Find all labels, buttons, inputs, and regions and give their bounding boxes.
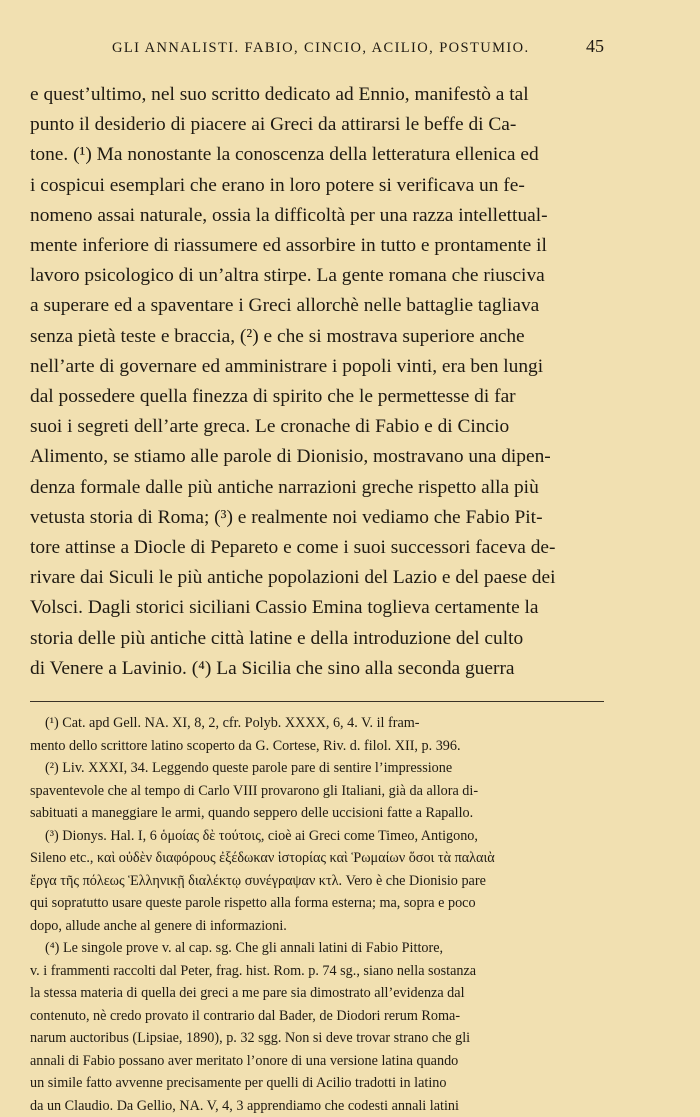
main-text (30, 80, 604, 684)
text-line: dal possedere quella finezza di spirito che le permettesse di far (30, 386, 516, 408)
footnote-text: Cat. apd Gell. NA. XI, 8, 2, cfr. Polyb. XXXX, 6, 4. V. il fram- (62, 715, 420, 732)
footnote-2 (30, 757, 604, 825)
footnote-line: Sileno etc., καὶ οὐδὲν διαφόρους ἐξέδωκαν ἱστορίας καὶ Ῥωμαίων ὅσοι τὰ παλαιὰ (30, 850, 495, 867)
footnotes (30, 712, 604, 1117)
text-line: punto il desiderio di piacere ai Greci da attirarsi le beffe di Ca- (30, 114, 517, 136)
footnote-line (30, 757, 604, 780)
footnote-line: dopo, allude anche al genere di informazioni. (30, 917, 287, 934)
footnote-line: annali di Fabio possano aver meritato l’onore di una versione latina quando (30, 1052, 459, 1069)
footnote-line: mento dello scrittore latino scoperto da G. Cortese, Riv. d. filol. XII, p. 396. (30, 737, 461, 754)
footnote-line: qui sopratutto usare queste parole rispetto alla forma esterna; ma, sopra e poco (30, 895, 476, 912)
footnote-line: v. i frammenti raccolti dal Peter, frag. hist. Rom. p. 74 sg., siano nella sostanza (30, 962, 477, 979)
text-line: storia delle più antiche città latine e della introduzione del culto (30, 627, 524, 649)
footnote-line: un simile fatto avvenne precisamente per quelli di Acilio tradotti in latino (30, 1075, 447, 1092)
text-line: senza pietà teste e braccia, (²) e che si mostrava superiore anche (30, 325, 525, 347)
running-header (112, 36, 604, 62)
text-line: nell’arte di governare ed amministrare i popoli vinti, era ben lungi (30, 355, 544, 377)
footnote-line: la stessa materia di quella dei greci a me pare sia dimostrato all’evidenza dal (30, 985, 465, 1002)
footnote-line: sabituati a maneggiare le armi, quando seppero delle uccisioni fatte a Rapallo. (30, 805, 474, 822)
text-line: Volsci. Dagli storici siciliani Cassio Emina toglieva certamente la (30, 597, 539, 619)
footnote-4 (30, 937, 604, 1117)
footnote-line: ἔργα τῆς πόλεως Ἑλληνικῇ διαλέκτῳ συνέγραψαν κτλ. Vero è che Dionisio pare (30, 872, 486, 889)
footnote-line: contenuto, nè credo provato il contrario dal Bader, de Diodori rerum Roma- (30, 1007, 461, 1024)
text-line: nomeno assai naturale, ossia la difficoltà per una razza intellettual- (30, 204, 548, 226)
page-number: 45 (586, 36, 604, 56)
footnote-1 (30, 712, 604, 757)
footnote-line: da un Claudio. Da Gellio, NA. V, 4, 3 apprendiamo che codesti annali latini (30, 1097, 459, 1114)
text-line: lavoro psicologico di un’altra stirpe. La gente romana che riusciva (30, 265, 545, 287)
text-line: vetusta storia di Roma; (³) e realmente noi vediamo che Fabio Pit- (30, 506, 543, 528)
text-line: e quest’ultimo, nel suo scritto dedicato ad Ennio, manifestò a tal (30, 84, 529, 105)
footnote-line (30, 712, 604, 735)
text-line: suoi i segreti dell’arte greca. Le cronache di Fabio e di Cincio (30, 416, 510, 438)
text-line: di Venere a Lavinio. (⁴) La Sicilia che sino alla seconda guerra (30, 657, 515, 679)
text-line: tone. (¹) Ma nonostante la conoscenza della letteratura ellenica ed (30, 144, 539, 166)
text-line: denza formale dalle più antiche narrazioni greche rispetto alla più (30, 476, 539, 498)
text-line: rivare dai Siculi le più antiche popolazioni del Lazio e del paese dei (30, 567, 556, 589)
footnote-line (30, 825, 604, 848)
footnote-line: spaventevole che al tempo di Carlo VIII provarono gli Italiani, già da allora di- (30, 782, 479, 799)
footnote-text: Liv. XXXI, 34. Leggendo queste parole pare di sentire l’impressione (62, 760, 453, 777)
text-line: mente inferiore di riassumere ed assorbire in tutto e prontamente il (30, 235, 547, 257)
book-page (30, 36, 604, 1117)
footnote-line: narum auctoribus (Lipsiae, 1890), p. 32 sgg. Non si deve trovar strano che gli (30, 1030, 471, 1047)
footnote-marker: (⁴) (45, 940, 60, 957)
footnote-line (30, 937, 604, 960)
footnote-marker: (¹) (45, 715, 59, 732)
text-line: tore attinse a Diocle di Pepareto e come i suoi successori faceva de- (30, 537, 556, 559)
footnote-text: Le singole prove v. al cap. sg. Che gli annali latini di Fabio Pittore, (62, 940, 444, 957)
footnote-text: Dionys. Hal. I, 6 ὁμοίας δὲ τούτοις, cioè ai Greci come Timeo, Antigono, (62, 827, 478, 844)
footnote-3 (30, 825, 604, 938)
text-line: a superare ed a spaventare i Greci allorchè nelle battaglie tagliava (30, 295, 540, 317)
footnote-marker: (³) (45, 827, 59, 844)
text-line: Alimento, se stiamo alle parole di Dionisio, mostravano una dipen- (30, 446, 551, 468)
running-title: GLI ANNALISTI. FABIO, CINCIO, ACILIO, POSTUMIO. (112, 40, 530, 56)
text-line: i cospicui esemplari che erano in loro potere si verificava un fe- (30, 174, 525, 196)
footnote-divider (30, 701, 604, 702)
footnote-marker: (²) (45, 760, 59, 777)
